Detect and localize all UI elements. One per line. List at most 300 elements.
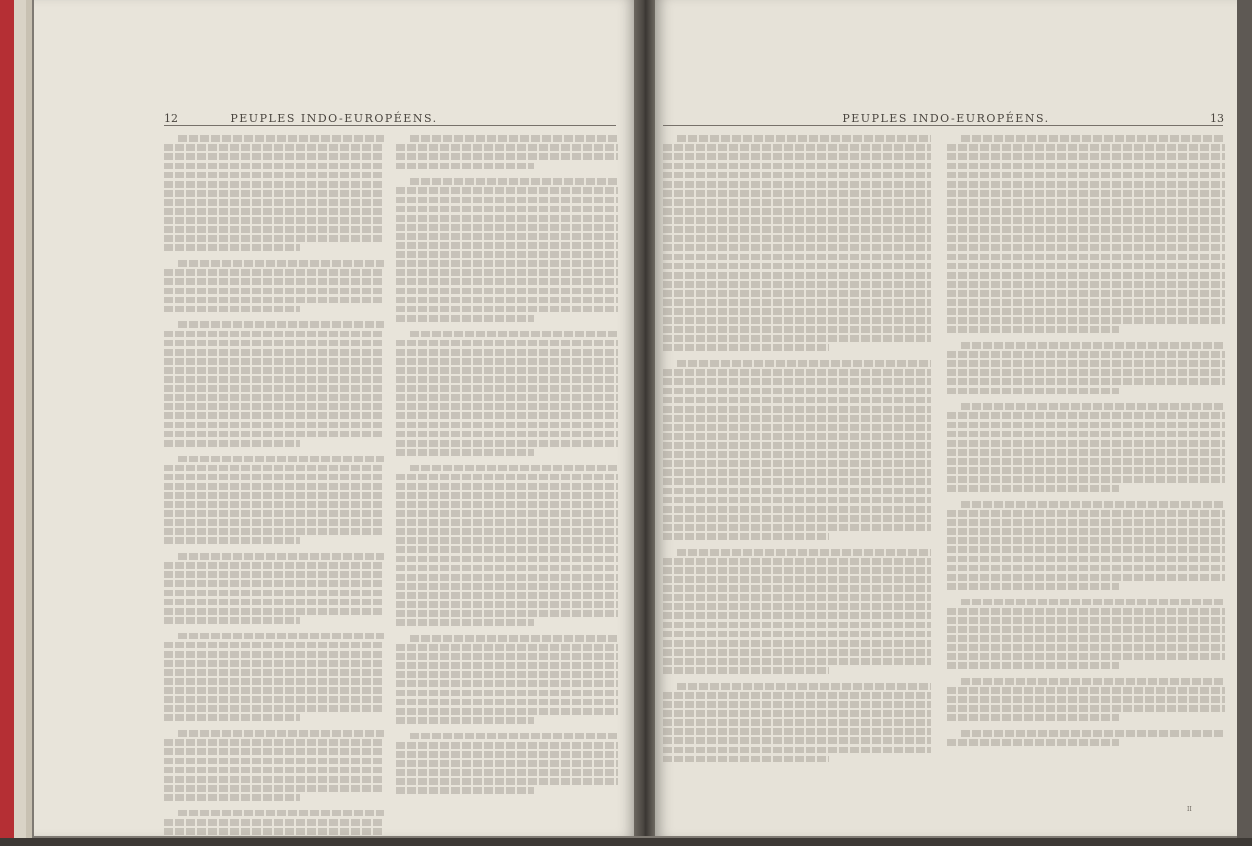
text-line <box>164 244 300 251</box>
text-line <box>663 190 931 197</box>
text-line <box>396 751 618 758</box>
text-line <box>164 331 384 338</box>
text-line <box>663 153 931 160</box>
text-line <box>947 308 1225 315</box>
text-line <box>164 349 384 356</box>
text-line <box>164 288 384 295</box>
text-line <box>396 349 618 356</box>
text-line <box>396 153 618 160</box>
text-line <box>947 644 1225 651</box>
text-line <box>178 321 384 328</box>
text-line <box>396 412 618 419</box>
text-line <box>663 747 931 754</box>
text-line <box>396 546 618 553</box>
text-line <box>164 642 384 649</box>
text-line <box>164 217 384 224</box>
text-line <box>396 699 618 706</box>
text-line <box>164 340 384 347</box>
text-line <box>947 519 1225 526</box>
paragraph <box>396 331 618 456</box>
text-line <box>663 667 829 674</box>
text-line <box>663 163 931 170</box>
text-line <box>663 585 931 592</box>
text-line <box>164 828 384 835</box>
text-line <box>396 619 534 626</box>
text-line <box>164 367 384 374</box>
text-line <box>663 658 931 665</box>
text-line <box>164 358 384 365</box>
text-line <box>947 626 1225 633</box>
text-line <box>164 562 384 569</box>
text-line <box>396 340 618 347</box>
text-line <box>947 739 1119 746</box>
text-line <box>396 760 618 767</box>
text-line <box>164 153 384 160</box>
text-line <box>178 730 384 737</box>
text-line <box>947 153 1225 160</box>
text-line <box>396 422 618 429</box>
text-line <box>677 135 931 142</box>
text-line <box>396 187 618 194</box>
text-line <box>396 769 618 776</box>
text-line <box>164 608 384 615</box>
text-line <box>164 422 384 429</box>
paragraph <box>663 135 931 351</box>
text-line <box>396 601 618 608</box>
text-line <box>396 163 534 170</box>
text-line <box>164 748 384 755</box>
text-line <box>396 269 618 276</box>
text-line <box>396 358 618 365</box>
text-line <box>947 326 1119 333</box>
text-line <box>396 556 618 563</box>
text-line <box>947 449 1225 456</box>
text-line <box>178 633 384 640</box>
text-line <box>396 653 618 660</box>
right-page <box>655 0 1237 836</box>
text-line <box>663 594 931 601</box>
text-line <box>164 144 384 151</box>
text-line <box>164 235 384 242</box>
text-line <box>663 478 931 485</box>
text-line <box>164 599 384 606</box>
text-line <box>164 519 384 526</box>
text-line <box>947 226 1225 233</box>
text-line <box>947 272 1225 279</box>
text-line <box>663 649 931 656</box>
text-line <box>164 819 384 826</box>
text-line <box>396 297 618 304</box>
text-line <box>663 424 931 431</box>
text-line <box>947 254 1225 261</box>
text-line <box>947 608 1225 615</box>
text-line <box>947 476 1225 483</box>
paragraph <box>164 553 384 623</box>
text-line <box>663 369 931 376</box>
text-line <box>663 612 931 619</box>
text-line <box>663 631 931 638</box>
text-line <box>164 172 384 179</box>
text-line <box>947 388 1119 395</box>
paragraph <box>164 321 384 446</box>
text-line <box>947 422 1225 429</box>
text-line <box>663 235 931 242</box>
text-line <box>164 278 384 285</box>
text-line <box>164 776 384 783</box>
text-line <box>947 190 1225 197</box>
text-line <box>663 299 931 306</box>
text-line <box>396 474 618 481</box>
paragraph <box>947 403 1225 492</box>
text-line <box>178 553 384 560</box>
text-line <box>947 144 1225 151</box>
text-line <box>164 714 300 721</box>
text-line <box>164 163 384 170</box>
text-line <box>961 135 1225 142</box>
text-line <box>947 485 1119 492</box>
text-line <box>947 458 1225 465</box>
text-line <box>178 456 384 463</box>
text-line <box>164 181 384 188</box>
text-line <box>663 144 931 151</box>
paragraph <box>947 342 1225 394</box>
text-line <box>947 556 1225 563</box>
text-line <box>396 537 618 544</box>
text-line <box>164 510 384 517</box>
right-page-column-1 <box>663 133 931 771</box>
right-header-rule <box>663 125 1223 126</box>
text-line <box>663 515 931 522</box>
text-line <box>663 415 931 422</box>
paragraph <box>663 549 931 674</box>
right-running-title: PEUPLES INDO-EUROPÉENS. <box>842 112 1050 125</box>
text-line <box>947 583 1119 590</box>
text-line <box>947 299 1225 306</box>
text-line <box>663 406 931 413</box>
paragraph <box>663 360 931 540</box>
text-line <box>410 331 618 338</box>
text-line <box>947 208 1225 215</box>
text-line <box>663 335 931 342</box>
text-line <box>947 360 1225 367</box>
text-line <box>663 272 931 279</box>
left-page <box>34 0 634 836</box>
text-line <box>947 317 1225 324</box>
text-line <box>164 269 384 276</box>
text-line <box>396 449 534 456</box>
book-gutter <box>634 0 655 836</box>
text-line <box>164 297 384 304</box>
right-page-number: 13 <box>1210 112 1224 125</box>
left-running-title: PEUPLES INDO-EUROPÉENS. <box>230 112 438 125</box>
text-line <box>947 244 1225 251</box>
text-line <box>663 254 931 261</box>
left-page-column-2 <box>396 133 618 803</box>
signature-mark: II <box>1187 806 1192 813</box>
text-line <box>396 519 618 526</box>
text-line <box>396 367 618 374</box>
text-line <box>396 708 618 715</box>
text-line <box>396 592 618 599</box>
text-line <box>164 617 300 624</box>
text-line <box>396 510 618 517</box>
paragraph <box>947 501 1225 590</box>
text-line <box>947 546 1225 553</box>
left-header-rule <box>164 125 616 126</box>
text-line <box>396 431 618 438</box>
text-line <box>663 317 931 324</box>
text-line <box>947 714 1119 721</box>
text-line <box>164 394 384 401</box>
text-line <box>947 263 1225 270</box>
text-line <box>947 290 1225 297</box>
text-line <box>663 756 829 763</box>
text-line <box>961 678 1225 685</box>
text-line <box>947 235 1225 242</box>
text-line <box>947 662 1119 669</box>
text-line <box>663 622 931 629</box>
text-line <box>396 778 618 785</box>
text-line <box>396 394 618 401</box>
page-stack-edge <box>26 0 32 846</box>
text-line <box>947 687 1225 694</box>
text-line <box>663 737 931 744</box>
text-line <box>663 172 931 179</box>
text-line <box>164 687 384 694</box>
paragraph <box>396 135 618 169</box>
text-line <box>396 385 618 392</box>
text-line <box>663 378 931 385</box>
text-line <box>663 692 931 699</box>
text-line <box>164 306 300 313</box>
text-line <box>947 199 1225 206</box>
text-line <box>663 576 931 583</box>
text-line <box>663 603 931 610</box>
text-line <box>663 217 931 224</box>
text-line <box>947 431 1225 438</box>
text-line <box>663 281 931 288</box>
text-line <box>663 388 931 395</box>
left-page-number: 12 <box>164 112 178 125</box>
text-line <box>396 315 534 322</box>
text-line <box>164 590 384 597</box>
text-line <box>164 501 384 508</box>
text-line <box>947 510 1225 517</box>
text-line <box>396 680 618 687</box>
text-line <box>164 440 300 447</box>
text-line <box>663 263 931 270</box>
text-line <box>396 440 618 447</box>
text-line <box>396 251 618 258</box>
text-line <box>677 683 931 690</box>
right-background-strip <box>1237 0 1252 846</box>
text-line <box>410 465 618 472</box>
text-line <box>961 599 1225 606</box>
text-line <box>164 403 384 410</box>
text-line <box>396 233 618 240</box>
paragraph <box>164 730 384 800</box>
text-line <box>164 412 384 419</box>
text-line <box>961 403 1225 410</box>
text-line <box>677 549 931 556</box>
text-line <box>396 260 618 267</box>
text-line <box>663 533 829 540</box>
text-line <box>663 244 931 251</box>
text-line <box>178 135 384 142</box>
paragraph <box>947 730 1225 746</box>
text-line <box>164 537 300 544</box>
paragraph <box>164 135 384 251</box>
text-line <box>663 226 931 233</box>
text-line <box>663 181 931 188</box>
text-line <box>947 172 1225 179</box>
text-line <box>663 558 931 565</box>
text-line <box>663 326 931 333</box>
text-line <box>164 767 384 774</box>
text-line <box>164 794 300 801</box>
text-line <box>663 451 931 458</box>
text-line <box>396 483 618 490</box>
right-page-column-2 <box>947 133 1225 755</box>
bottom-background-band <box>0 838 1252 846</box>
text-line <box>178 810 384 817</box>
text-line <box>164 492 384 499</box>
text-line <box>164 571 384 578</box>
text-line <box>663 710 931 717</box>
text-line <box>164 696 384 703</box>
text-line <box>947 653 1225 660</box>
text-line <box>396 662 618 669</box>
text-line <box>164 651 384 658</box>
text-line <box>164 226 384 233</box>
paragraph <box>947 599 1225 669</box>
text-line <box>164 758 384 765</box>
text-line <box>164 528 384 535</box>
text-line <box>396 717 534 724</box>
text-line <box>663 567 931 574</box>
text-line <box>164 376 384 383</box>
text-line <box>396 492 618 499</box>
paragraph <box>396 733 618 794</box>
text-line <box>677 360 931 367</box>
text-line <box>663 208 931 215</box>
text-line <box>396 242 618 249</box>
text-line <box>396 224 618 231</box>
text-line <box>410 733 618 740</box>
text-line <box>663 701 931 708</box>
text-line <box>164 785 384 792</box>
text-line <box>947 378 1225 385</box>
text-line <box>663 488 931 495</box>
text-line <box>396 376 618 383</box>
paragraph <box>396 178 618 321</box>
text-line <box>947 537 1225 544</box>
text-line <box>947 181 1225 188</box>
text-line <box>410 135 618 142</box>
text-line <box>396 144 618 151</box>
text-line <box>396 742 618 749</box>
text-line <box>396 197 618 204</box>
text-line <box>164 199 384 206</box>
text-line <box>396 610 618 617</box>
text-line <box>947 351 1225 358</box>
text-line <box>396 787 534 794</box>
paragraph <box>164 633 384 722</box>
book-cover-red-edge <box>0 0 14 846</box>
text-line <box>410 178 618 185</box>
text-line <box>663 640 931 647</box>
text-line <box>164 483 384 490</box>
left-page-column-1 <box>164 133 384 836</box>
text-line <box>164 580 384 587</box>
text-line <box>947 565 1225 572</box>
text-line <box>396 215 618 222</box>
text-line <box>164 208 384 215</box>
text-line <box>164 385 384 392</box>
text-line <box>396 644 618 651</box>
text-line <box>396 528 618 535</box>
text-line <box>947 696 1225 703</box>
text-line <box>663 433 931 440</box>
text-line <box>663 524 931 531</box>
text-line <box>947 635 1225 642</box>
text-line <box>947 440 1225 447</box>
text-line <box>961 501 1225 508</box>
paragraph <box>164 456 384 545</box>
text-line <box>663 344 829 351</box>
text-line <box>663 469 931 476</box>
text-line <box>663 497 931 504</box>
text-line <box>164 660 384 667</box>
text-line <box>396 306 618 313</box>
text-line <box>663 397 931 404</box>
text-line <box>164 705 384 712</box>
text-line <box>410 635 618 642</box>
text-line <box>164 474 384 481</box>
text-line <box>947 369 1225 376</box>
text-line <box>947 574 1225 581</box>
text-line <box>663 506 931 513</box>
text-line <box>396 565 618 572</box>
text-line <box>396 671 618 678</box>
paragraph <box>164 260 384 312</box>
text-line <box>164 190 384 197</box>
text-line <box>178 260 384 267</box>
text-line <box>396 278 618 285</box>
text-line <box>164 669 384 676</box>
paragraph <box>164 810 384 836</box>
text-line <box>663 290 931 297</box>
text-line <box>396 288 618 295</box>
text-line <box>947 467 1225 474</box>
text-line <box>947 528 1225 535</box>
text-line <box>663 719 931 726</box>
text-line <box>164 678 384 685</box>
text-line <box>961 730 1225 737</box>
text-line <box>164 465 384 472</box>
text-line <box>663 199 931 206</box>
paragraph <box>947 135 1225 333</box>
text-line <box>663 460 931 467</box>
paragraph <box>947 678 1225 721</box>
text-line <box>396 574 618 581</box>
text-line <box>947 705 1225 712</box>
text-line <box>663 308 931 315</box>
text-line <box>164 431 384 438</box>
text-line <box>396 206 618 213</box>
text-line <box>663 728 931 735</box>
text-line <box>961 342 1225 349</box>
